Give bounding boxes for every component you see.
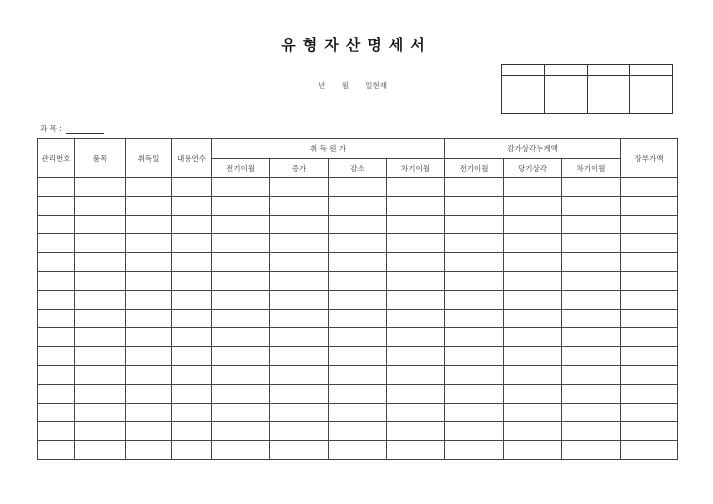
table-cell[interactable] <box>75 365 126 384</box>
table-cell[interactable] <box>387 271 445 290</box>
table-cell[interactable] <box>126 422 172 441</box>
table-cell[interactable] <box>621 422 678 441</box>
table-cell[interactable] <box>329 384 387 403</box>
table-cell[interactable] <box>504 365 562 384</box>
table-cell[interactable] <box>75 403 126 422</box>
table-cell[interactable] <box>621 271 678 290</box>
table-cell[interactable] <box>38 215 75 234</box>
table-cell[interactable] <box>126 215 172 234</box>
table-cell[interactable] <box>75 347 126 366</box>
approval-header-cell <box>630 65 673 76</box>
table-cell[interactable] <box>329 403 387 422</box>
table-cell[interactable] <box>38 271 75 290</box>
header-item: 품목 <box>75 139 126 178</box>
table-cell[interactable] <box>621 290 678 309</box>
table-cell[interactable] <box>445 196 504 215</box>
table-cell[interactable] <box>38 403 75 422</box>
table-row <box>38 196 678 215</box>
table-cell[interactable] <box>38 290 75 309</box>
table-cell[interactable] <box>270 271 329 290</box>
table-cell[interactable] <box>504 309 562 328</box>
table-cell[interactable] <box>504 347 562 366</box>
table-cell[interactable] <box>126 384 172 403</box>
table-cell[interactable] <box>445 290 504 309</box>
asset-table <box>37 138 678 460</box>
subject-field <box>40 123 104 134</box>
header-acq-decrease: 감소 <box>329 159 387 178</box>
table-cell[interactable] <box>126 403 172 422</box>
table-cell[interactable] <box>38 365 75 384</box>
table-cell[interactable] <box>504 196 562 215</box>
header-acquired: 취득일 <box>126 139 172 178</box>
table-cell[interactable] <box>172 441 212 460</box>
table-cell[interactable] <box>270 234 329 253</box>
table-cell[interactable] <box>504 234 562 253</box>
table-cell[interactable] <box>212 328 270 347</box>
table-cell[interactable] <box>387 347 445 366</box>
table-cell[interactable] <box>445 253 504 272</box>
table-cell[interactable] <box>329 196 387 215</box>
table-cell[interactable] <box>504 328 562 347</box>
table-cell[interactable] <box>562 178 621 197</box>
subject-input-line[interactable] <box>66 126 104 134</box>
table-cell[interactable] <box>445 422 504 441</box>
table-cell[interactable] <box>212 365 270 384</box>
table-cell[interactable] <box>126 196 172 215</box>
table-cell[interactable] <box>445 271 504 290</box>
approval-sign-cell[interactable] <box>502 76 545 114</box>
table-row <box>38 234 678 253</box>
header-depr-current: 당기상각 <box>504 159 562 178</box>
table-cell[interactable] <box>270 290 329 309</box>
table-row <box>38 384 678 403</box>
table-cell[interactable] <box>387 215 445 234</box>
table-cell[interactable] <box>126 290 172 309</box>
table-cell[interactable] <box>445 328 504 347</box>
table-cell[interactable] <box>621 215 678 234</box>
table-cell[interactable] <box>212 441 270 460</box>
table-cell[interactable] <box>387 403 445 422</box>
table-cell[interactable] <box>212 403 270 422</box>
table-cell[interactable] <box>329 271 387 290</box>
table-cell[interactable] <box>212 290 270 309</box>
table-cell[interactable] <box>270 347 329 366</box>
table-cell[interactable] <box>329 328 387 347</box>
table-row <box>38 271 678 290</box>
table-cell[interactable] <box>387 441 445 460</box>
table-cell[interactable] <box>172 290 212 309</box>
table-cell[interactable] <box>504 403 562 422</box>
table-cell[interactable] <box>172 178 212 197</box>
table-cell[interactable] <box>172 328 212 347</box>
table-cell[interactable] <box>504 178 562 197</box>
table-cell[interactable] <box>75 178 126 197</box>
table-cell[interactable] <box>75 234 126 253</box>
table-cell[interactable] <box>126 178 172 197</box>
table-cell[interactable] <box>38 234 75 253</box>
table-cell[interactable] <box>562 347 621 366</box>
table-cell[interactable] <box>504 215 562 234</box>
approval-header-cell <box>587 65 630 76</box>
table-cell[interactable] <box>387 328 445 347</box>
table-cell[interactable] <box>621 253 678 272</box>
table-cell[interactable] <box>562 384 621 403</box>
table-cell[interactable] <box>212 309 270 328</box>
table-cell[interactable] <box>38 309 75 328</box>
table-cell[interactable] <box>270 196 329 215</box>
table-cell[interactable] <box>126 441 172 460</box>
table-cell[interactable] <box>38 347 75 366</box>
header-acq-increase: 증가 <box>270 159 329 178</box>
table-cell[interactable] <box>38 441 75 460</box>
table-cell[interactable] <box>621 441 678 460</box>
table-cell[interactable] <box>212 384 270 403</box>
table-cell[interactable] <box>38 328 75 347</box>
table-cell[interactable] <box>621 178 678 197</box>
header-acquisition-cost: 취 득 원 가 <box>212 139 445 159</box>
header-acq-carry-over: 차기이월 <box>387 159 445 178</box>
table-cell[interactable] <box>126 271 172 290</box>
table-cell[interactable] <box>387 422 445 441</box>
table-cell[interactable] <box>270 365 329 384</box>
header-accumulated-depreciation: 감가상각누계액 <box>445 139 621 159</box>
table-cell[interactable] <box>562 290 621 309</box>
table-cell[interactable] <box>504 271 562 290</box>
table-cell[interactable] <box>387 253 445 272</box>
table-cell[interactable] <box>212 271 270 290</box>
table-cell[interactable] <box>75 328 126 347</box>
table-cell[interactable] <box>126 365 172 384</box>
table-cell[interactable] <box>504 384 562 403</box>
table-cell[interactable] <box>212 234 270 253</box>
table-cell[interactable] <box>445 178 504 197</box>
table-cell[interactable] <box>562 253 621 272</box>
table-cell[interactable] <box>172 347 212 366</box>
table-cell[interactable] <box>270 403 329 422</box>
table-cell[interactable] <box>621 309 678 328</box>
table-cell[interactable] <box>621 328 678 347</box>
table-row <box>38 441 678 460</box>
table-cell[interactable] <box>212 422 270 441</box>
header-acq-carried-forward: 전기이월 <box>212 159 270 178</box>
table-cell[interactable] <box>75 384 126 403</box>
table-cell[interactable] <box>75 253 126 272</box>
table-cell[interactable] <box>270 309 329 328</box>
approval-sign-cell[interactable] <box>630 76 673 114</box>
table-cell[interactable] <box>38 178 75 197</box>
table-cell[interactable] <box>172 365 212 384</box>
table-cell[interactable] <box>212 253 270 272</box>
table-cell[interactable] <box>75 196 126 215</box>
header-useful-life: 내용연수 <box>172 139 212 178</box>
table-cell[interactable] <box>270 215 329 234</box>
approval-header-cell <box>544 65 587 76</box>
approval-sign-cell[interactable] <box>587 76 630 114</box>
table-cell[interactable] <box>270 422 329 441</box>
approval-box <box>501 64 673 114</box>
table-cell[interactable] <box>504 253 562 272</box>
table-cell[interactable] <box>445 441 504 460</box>
table-body <box>38 178 678 460</box>
table-cell[interactable] <box>562 196 621 215</box>
table-cell[interactable] <box>172 253 212 272</box>
table-cell[interactable] <box>621 347 678 366</box>
table-cell[interactable] <box>329 234 387 253</box>
table-cell[interactable] <box>270 253 329 272</box>
table-cell[interactable] <box>172 403 212 422</box>
table-cell[interactable] <box>38 384 75 403</box>
table-cell[interactable] <box>562 215 621 234</box>
table-cell[interactable] <box>329 365 387 384</box>
table-cell[interactable] <box>126 234 172 253</box>
table-row <box>38 290 678 309</box>
table-cell[interactable] <box>38 196 75 215</box>
table-cell[interactable] <box>212 347 270 366</box>
table-cell[interactable] <box>75 290 126 309</box>
table-cell[interactable] <box>172 196 212 215</box>
table-cell[interactable] <box>212 215 270 234</box>
table-cell[interactable] <box>387 178 445 197</box>
table-cell[interactable] <box>621 234 678 253</box>
table-row <box>38 309 678 328</box>
table-row <box>38 403 678 422</box>
table-cell[interactable] <box>172 422 212 441</box>
table-cell[interactable] <box>270 178 329 197</box>
header-depr-carried-forward: 전기이월 <box>445 159 504 178</box>
table-cell[interactable] <box>562 422 621 441</box>
table-cell[interactable] <box>621 196 678 215</box>
table-cell[interactable] <box>126 328 172 347</box>
table-cell[interactable] <box>329 178 387 197</box>
table-cell[interactable] <box>562 328 621 347</box>
table-cell[interactable] <box>329 422 387 441</box>
table-row <box>38 253 678 272</box>
table-cell[interactable] <box>270 441 329 460</box>
table-cell[interactable] <box>329 215 387 234</box>
table-row <box>38 422 678 441</box>
table-cell[interactable] <box>387 365 445 384</box>
table-row <box>38 347 678 366</box>
table-cell[interactable] <box>38 253 75 272</box>
table-cell[interactable] <box>329 309 387 328</box>
table-cell[interactable] <box>562 403 621 422</box>
table-row <box>38 215 678 234</box>
table-cell[interactable] <box>621 403 678 422</box>
as-of-date: 년 월 일현재 <box>318 81 387 90</box>
table-cell[interactable] <box>562 441 621 460</box>
table-cell[interactable] <box>75 309 126 328</box>
subject-label: 과 목 : <box>40 124 62 133</box>
table-cell[interactable] <box>445 215 504 234</box>
table-cell[interactable] <box>562 365 621 384</box>
table-cell[interactable] <box>172 309 212 328</box>
table-cell[interactable] <box>387 309 445 328</box>
document-title: 유형자산명세서 <box>281 36 432 54</box>
table-cell[interactable] <box>445 384 504 403</box>
table-cell[interactable] <box>172 234 212 253</box>
table-cell[interactable] <box>212 178 270 197</box>
table-cell[interactable] <box>562 271 621 290</box>
table-cell[interactable] <box>329 347 387 366</box>
table-cell[interactable] <box>38 422 75 441</box>
table-cell[interactable] <box>387 384 445 403</box>
table-cell[interactable] <box>270 328 329 347</box>
table-cell[interactable] <box>126 309 172 328</box>
table-cell[interactable] <box>172 384 212 403</box>
approval-sign-cell[interactable] <box>544 76 587 114</box>
table-cell[interactable] <box>621 365 678 384</box>
table-cell[interactable] <box>126 347 172 366</box>
table-cell[interactable] <box>445 347 504 366</box>
table-cell[interactable] <box>75 422 126 441</box>
table-cell[interactable] <box>329 441 387 460</box>
approval-header-cell <box>502 65 545 76</box>
table-cell[interactable] <box>329 253 387 272</box>
table-cell[interactable] <box>329 290 387 309</box>
table-row <box>38 178 678 197</box>
header-mgmt-no: 관리번호 <box>38 139 75 178</box>
table-cell[interactable] <box>504 422 562 441</box>
table-row <box>38 365 678 384</box>
table-cell[interactable] <box>445 309 504 328</box>
header-book-value: 장부가액 <box>621 139 678 178</box>
table-cell[interactable] <box>387 290 445 309</box>
table-cell[interactable] <box>75 215 126 234</box>
table-cell[interactable] <box>75 441 126 460</box>
table-cell[interactable] <box>562 309 621 328</box>
table-cell[interactable] <box>75 271 126 290</box>
table-cell[interactable] <box>621 384 678 403</box>
table-cell[interactable] <box>172 271 212 290</box>
table-cell[interactable] <box>504 290 562 309</box>
table-cell[interactable] <box>270 384 329 403</box>
table-cell[interactable] <box>445 365 504 384</box>
table-cell[interactable] <box>212 196 270 215</box>
table-cell[interactable] <box>445 234 504 253</box>
table-cell[interactable] <box>172 215 212 234</box>
table-row <box>38 328 678 347</box>
header-depr-carry-over: 차기이월 <box>562 159 621 178</box>
table-cell[interactable] <box>445 403 504 422</box>
table-cell[interactable] <box>387 196 445 215</box>
table-cell[interactable] <box>504 441 562 460</box>
table-cell[interactable] <box>562 234 621 253</box>
table-cell[interactable] <box>126 253 172 272</box>
table-cell[interactable] <box>387 234 445 253</box>
